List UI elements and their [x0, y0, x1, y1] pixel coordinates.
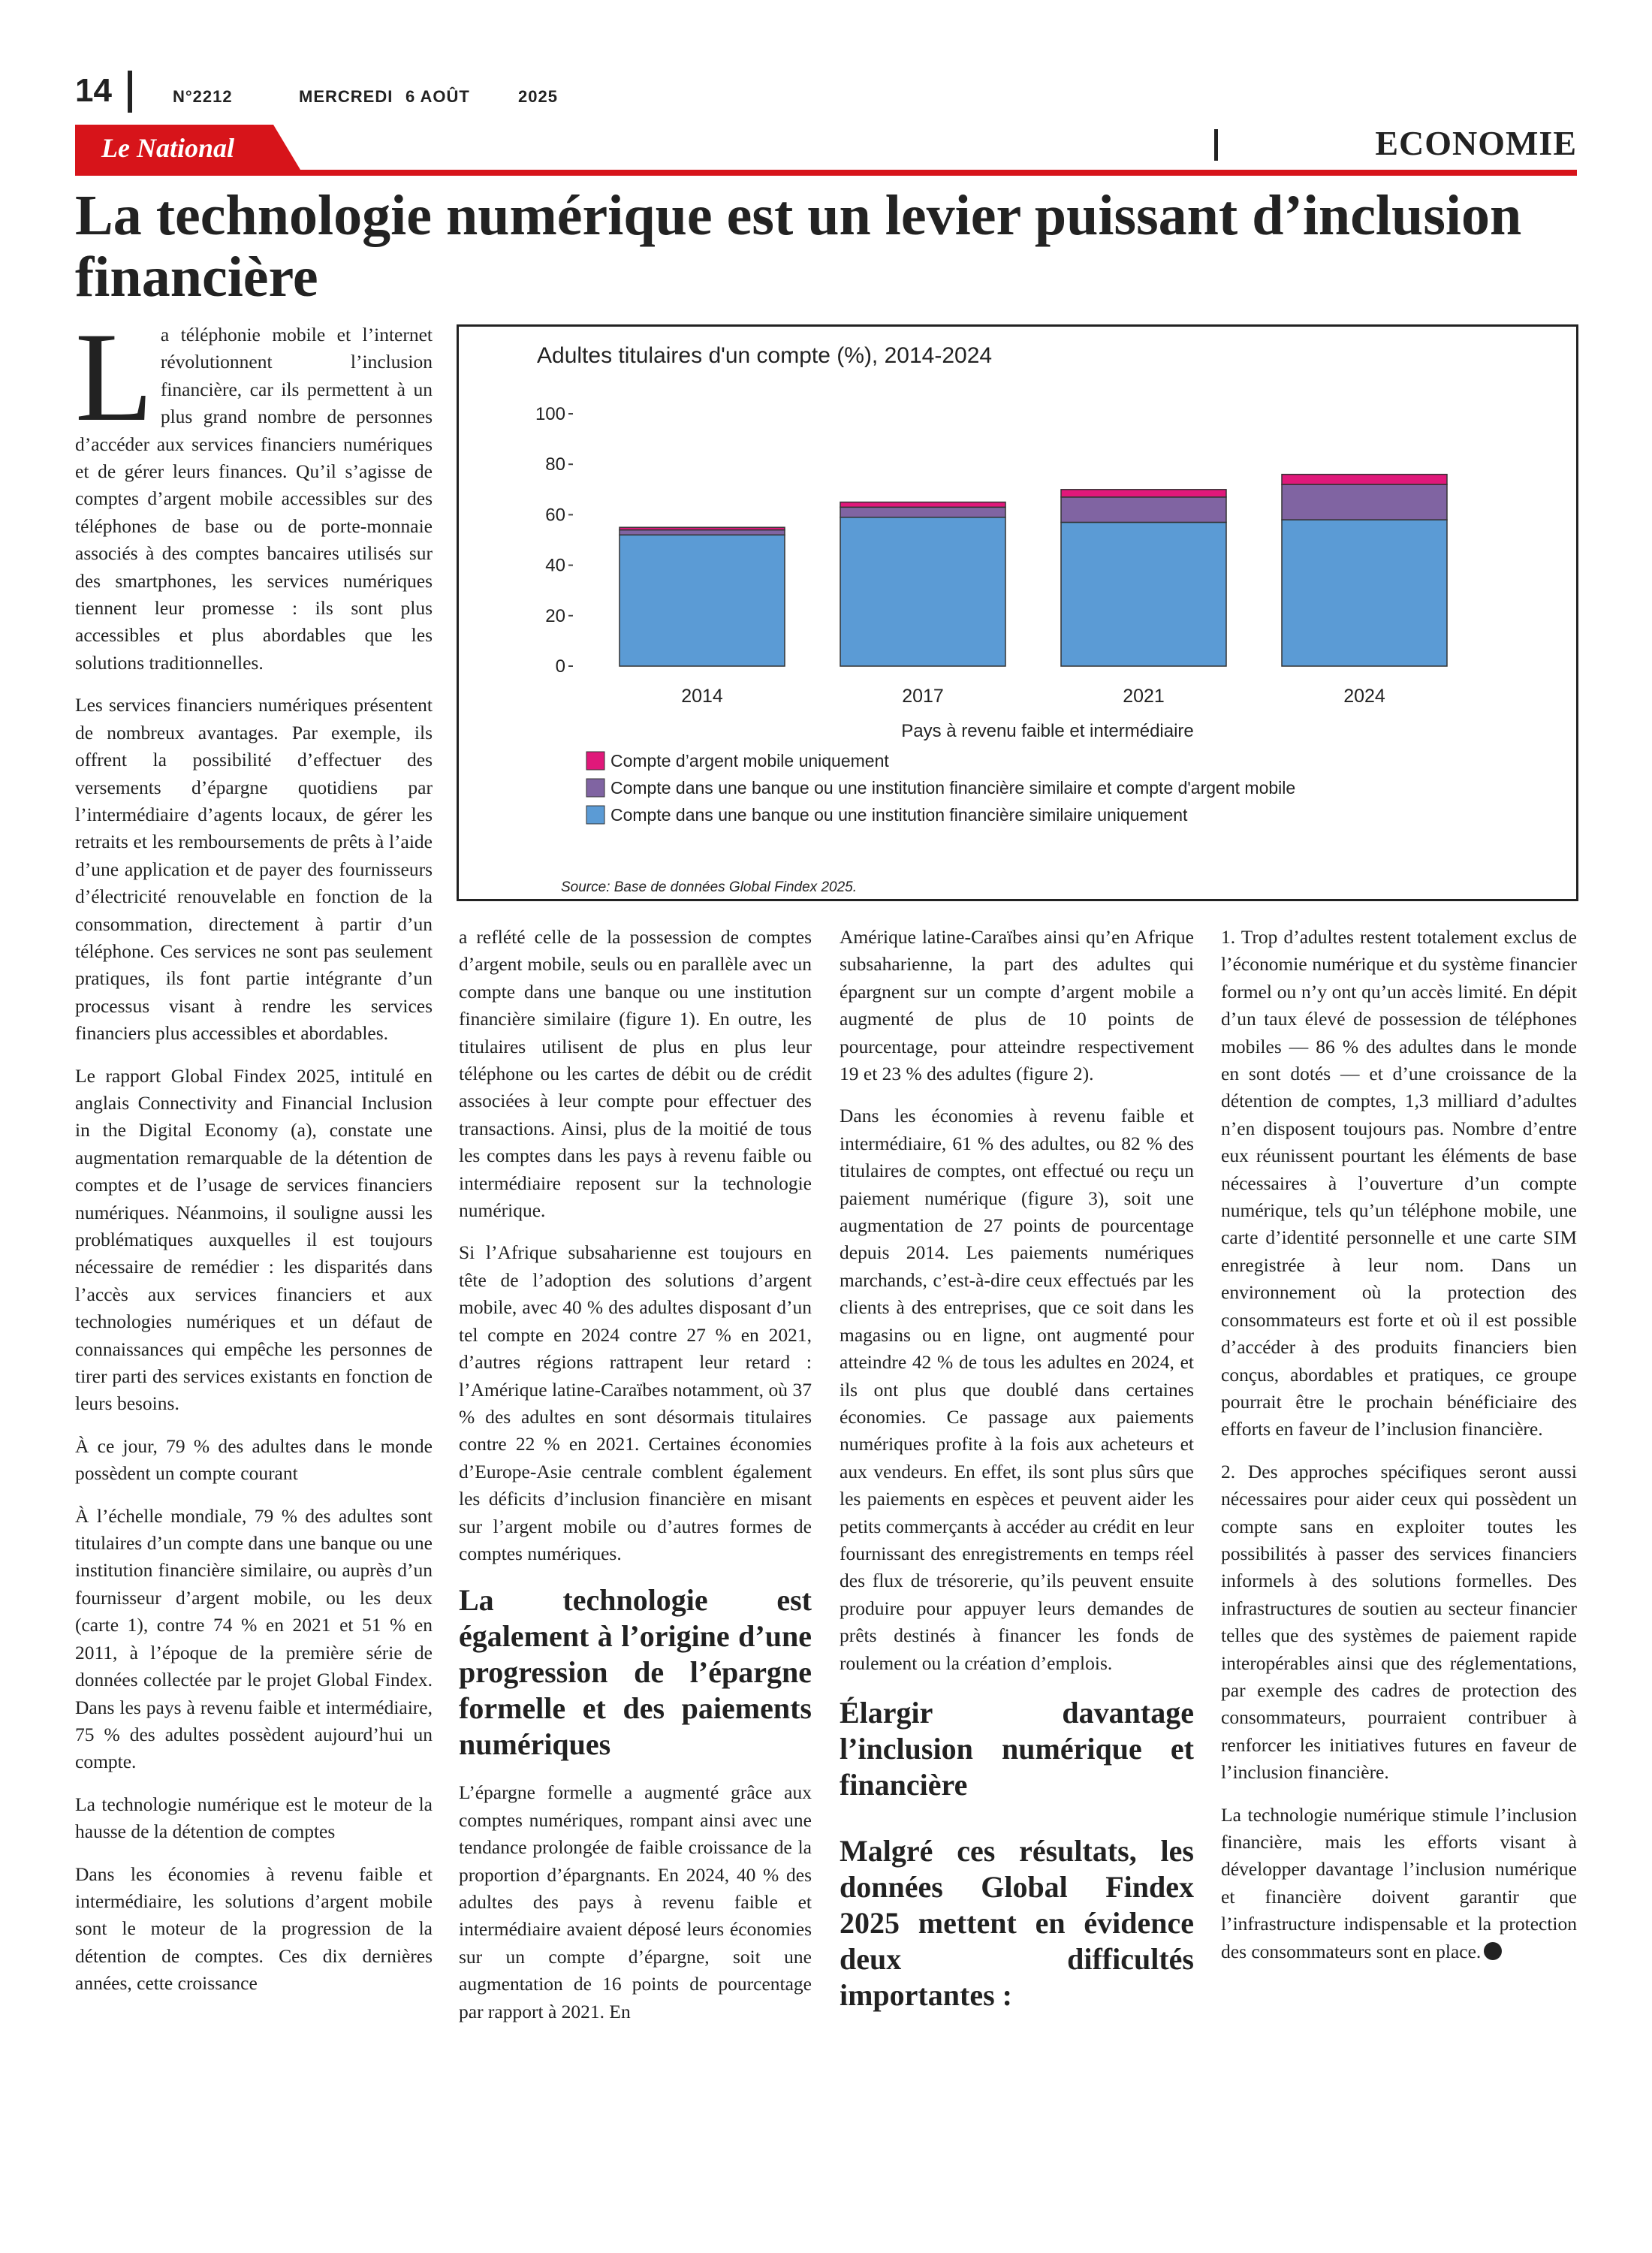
x-tick-label: 2014: [681, 686, 723, 707]
article-headline: La technologie numérique est un levier puissant d’inclusion financière: [75, 184, 1522, 309]
paragraph: Si l’Afrique subsaharienne est toujours en tête de l’adoption des solutions d’argent mobile, avec 40 % des adultes disposant d’un tel compte en 2024 contre 27 % en 2021, d’autres régions rattrapent leur retard : l’Amérique latine-Caraïbes notamment, où 37 % des adultes en sont désormais titulaires contre 22 % en 2021. Certaines économies d’Europe-Asie centrale comblent également les déficits d’inclusion financière en misant sur l’argent mobile ou d’autres formes de comptes numériques.: [459, 1241, 812, 1564]
subheading: Élargir davantage l’inclusion numérique et financière: [840, 1695, 1194, 1802]
legend-label: Compte dans une banque ou une institution financière similaire uniquement: [610, 805, 1188, 825]
bar-segment: [620, 535, 785, 666]
paragraph: Amérique latine-Caraïbes ainsi qu’en Afrique subsaharienne, la part des adultes qui épargnent sur un compte d’argent mobile a augmenté de plus de 10 points de pourcentage, pour atteindre respectivement 19 et 23 % des adultes (figure 2).: [840, 926, 1194, 1085]
subheading: La technologie est également à l’origine d’une progression de l’épargne formelle et des paiements numériques: [459, 1583, 812, 1762]
y-tick-label: 0: [555, 656, 565, 677]
y-tick-label: 60: [545, 505, 565, 526]
page-number: 14: [75, 72, 112, 109]
header-rule: [75, 170, 1577, 176]
x-axis-title: Pays à revenu faible et intermédiaire: [901, 721, 1194, 741]
paragraph: Dans les économies à revenu faible et intermédiaire, 61 % des adultes, ou 82 % des titulaires de comptes, ont effectué ou reçu un paiement numérique (figure 3), soit une augmentation de 27 points de pourcentage depuis 2014. Les paiements numériques marchands, c’est-à-dire ceux effectués par les clients à des entreprises, que ce soit dans les magasins ou en ligne, ont augmenté pour atteindre 42 % de tous les adultes en 2024, et ils ont plus que doublé dans certaines économies. Ce passage aux paiements numériques profite à la fois aux acheteurs et aux vendeurs. En effet, ils sont plus sûrs que les paiements en espèces et peuvent aider les petits commerçants à accéder au crédit en leur fournissant des enregistrements en temps réel des flux de trésorerie, qu’ils peuvent ensuite produire pour appuyer leurs demandes de prêts destinés à financer les fonds de roulement ou la création d’emplois.: [840, 1105, 1194, 1674]
chart-title: Adultes titulaires d'un compte (%), 2014-2024: [537, 343, 993, 368]
y-tick-label: 80: [545, 454, 565, 475]
legend-swatch: [586, 779, 604, 797]
end-of-article-icon: [1484, 1942, 1502, 1960]
bar-segment: [840, 517, 1005, 666]
chart-figure: [457, 324, 1578, 901]
paragraph: La technologie numérique est le moteur de la hausse de la détention de comptes: [75, 1793, 433, 1843]
legend-swatch: [586, 752, 604, 770]
page-number-divider: [128, 71, 132, 113]
x-tick-label: 2017: [902, 686, 944, 707]
section-divider: [1214, 129, 1218, 161]
bar-segment: [840, 502, 1005, 508]
paragraph: a téléphonie mobile et l’internet révolutionnent l’inclusion financière, car ils permettent à un plus grand nombre de personnes d’accéder aux services financiers numériques et de gérer leurs finances. Qu’il s’agisse de comptes d’argent mobile accessibles sur des téléphones de base ou de porte-monnaie associés à des comptes bancaires utilisés sur des smartphones, les services numériques tiennent leur promesse : ils sont plus accessibles et plus abordables que les solutions traditionnelles.: [75, 324, 433, 674]
bar-segment: [1061, 497, 1226, 523]
paragraph: 2. Des approches spécifiques seront aussi nécessaires pour aider ceux qui possèdent un compte sans en exploiter toutes les possibilités à passer des services financiers informels à des solutions formelles. Des infrastructures de soutien au secteur financier telles que des systèmes de paiement rapide interopérables ainsi que des réglementations, par exemple des cadres de protection des consommateurs, pourraient contribuer à renforcer les initiatives futures en faveur de l’inclusion financière.: [1221, 1460, 1577, 1784]
issue-date: 6 AOÛT: [405, 87, 470, 106]
x-tick-label: 2021: [1123, 686, 1165, 707]
paragraph: a reflété celle de la possession de comptes d’argent mobile, seuls ou en parallèle avec un compte dans une banque ou une institution financière similaire (figure 1). En outre, les titulaires utilisent de plus en plus leur téléphone ou les cartes de débit ou de crédit associées à leur compte pour effectuer des transactions. Ainsi, plus de la moitié de tous les comptes dans les pays à revenu faible ou intermédiaire reposent sur la technologie numérique.: [459, 926, 812, 1222]
legend-label: Compte d’argent mobile uniquement: [610, 751, 889, 771]
subheading: Malgré ces résultats, les données Global Findex 2025 mettent en évidence deux difficultés importantes :: [840, 1833, 1194, 2012]
issue-day: MERCREDI: [299, 87, 393, 106]
paragraph: À ce jour, 79 % des adultes dans le monde possèdent un compte courant: [75, 1434, 433, 1485]
paragraph: 1. Trop d’adultes restent totalement exclus de l’économie numérique et du système financier formel ou n’y ont qu’un accès limité. En dépit d’un taux élevé de possession de téléphones mobiles — 86 % des adultes dans le monde en sont dotés — et d’une croissance de la détention de comptes, 1,3 milliard d’adultes n’en disposent toujours pas. Nombre d’entre eux réunissent pourtant les éléments de base nécessaires à l’ouverture d’un compte numérique, tels qu’un téléphone mobile, une carte d’identité personnelle et une carte SIM enregistrée à leur nom. Dans un environnement où la protection des consommateurs est forte et où il est possible d’accéder à des produits financiers bien conçus, abordables et pratiques, ce groupe pourrait être le prochain bénéficiaire des efforts en faveur de l’inclusion financière.: [1221, 926, 1577, 1440]
brand-logo: Le National: [101, 133, 234, 163]
bar-segment: [1282, 475, 1447, 484]
stacked-bar-chart: [459, 327, 1576, 899]
paragraph: La technologie numérique stimule l’inclusion financière, mais les efforts visant à développer davantage l’inclusion numérique et financière doivent garantir que l’infrastructure indispensable et la protection des consommateurs sont en place.: [1221, 1803, 1577, 1962]
paragraph: Le rapport Global Findex 2025, intitulé en anglais Connectivity and Financial Inclusion in the Digital Economy (a), constate une augmentation remarquable de la détention de comptes et de l’usage de services financiers numériques. Néanmoins, il souligne aussi les problématiques auxquelles il est toujours nécessaire de remédier : les disparités dans l’accès aux services financiers et aux technologies numériques et un défaut de connaissances qui empêche les personnes de tirer parti des services existants en fonction de leurs besoins.: [75, 1064, 433, 1415]
bar-segment: [1061, 490, 1226, 497]
legend-swatch: [586, 806, 604, 824]
y-tick-label: 100: [535, 404, 565, 424]
article-column-4: [1221, 924, 1577, 1980]
bar-segment: [1282, 520, 1447, 666]
bar-segment: [1061, 522, 1226, 666]
paragraph: L’épargne formelle a augmenté grâce aux comptes numériques, rompant ainsi avec une tendance prolongée de faible croissance de la proportion d’épargnants. En 2024, 40 % des adultes des pays à revenu faible et intermédiaire avaient déposé leurs économies sur un compte d’épargne, soit une augmentation de 16 points de pourcentage par rapport à 2021. En: [459, 1781, 812, 2022]
chart-source: Source: Base de données Global Findex 2025.: [561, 879, 857, 895]
y-tick-label: 40: [545, 555, 565, 576]
y-tick-label: 20: [545, 605, 565, 626]
bar-segment: [620, 530, 785, 535]
issue-year: 2025: [518, 87, 558, 106]
article-column-1: [75, 306, 433, 2013]
bar-segment: [620, 527, 785, 529]
bar-segment: [840, 507, 1005, 517]
paragraph: Les services financiers numériques présentent de nombreux avantages. Par exemple, ils offrent la possibilité d’effectuer des versements d’épargne quotidiens par l’intermédiaire d’agents locaux, de gérer les retraits et les remboursements de prêts à l’aide d’une application et de payer des fournisseurs d’électricité renouvelable en fonction de la consommation, directement à partir d’un téléphone. Ces services ne sont pas seulement pratiques, ils font partie intégrante d’un processus visant à rendre les services financiers plus accessibles et abordables.: [75, 694, 433, 1045]
legend-label: Compte dans une banque ou une institution financière similaire et compte d'argent mobile: [610, 778, 1296, 798]
issue-number: N°2212: [173, 87, 233, 106]
drop-cap: L: [75, 306, 153, 448]
article-column-3: [840, 924, 1194, 2030]
article-column-2: [459, 924, 812, 2040]
x-tick-label: 2024: [1343, 686, 1385, 707]
paragraph: Dans les économies à revenu faible et intermédiaire, les solutions d’argent mobile sont le moteur de la progression de la détention de comptes. Ces dix dernières années, cette croissance: [75, 1862, 433, 1995]
section-title: ECONOMIE: [1375, 124, 1577, 162]
paragraph: À l’échelle mondiale, 79 % des adultes sont titulaires d’un compte dans une banque ou une institution financière similaire, ou auprès d’un fournisseur d’argent mobile, ou les deux (carte 1), contre 74 % en 2021 et 51 % en 2011, à l’époque de la première série de données collectée par le projet Global Findex. Dans les pays à revenu faible et intermédiaire, 75 % des adultes possèdent aujourd’hui un compte.: [75, 1504, 433, 1773]
bar-segment: [1282, 484, 1447, 520]
